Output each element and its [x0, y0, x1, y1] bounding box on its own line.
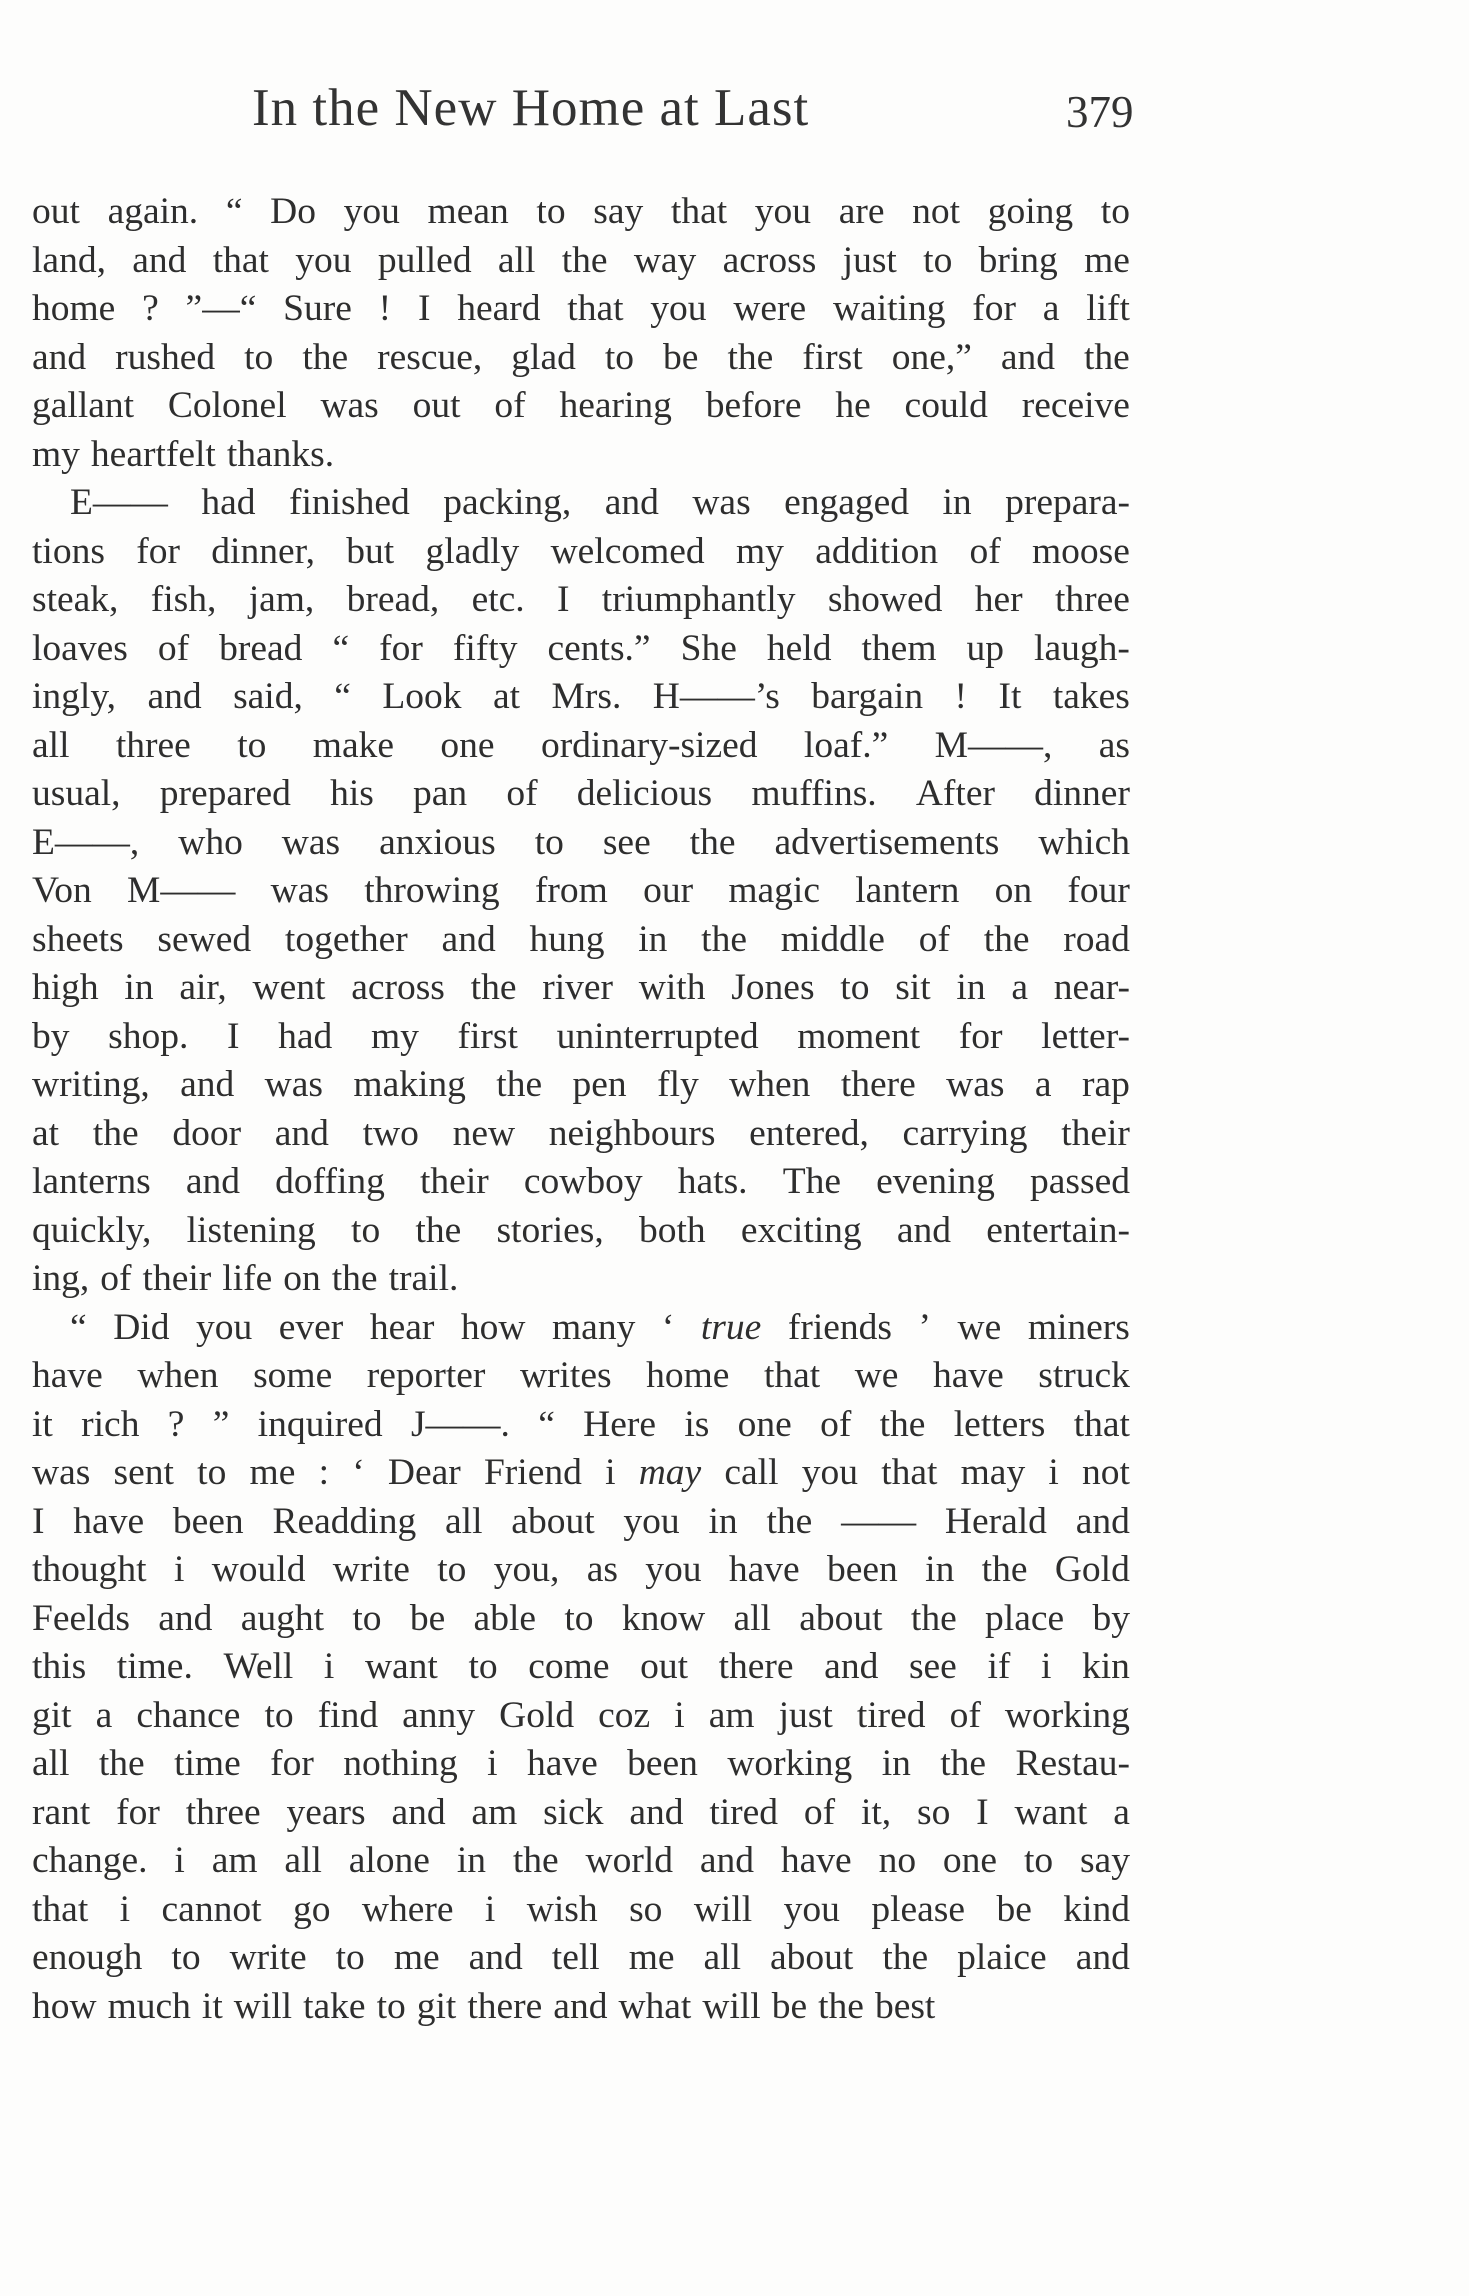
text-line: was sent to me : ‘ Dear Friend i may call you that may i not [32, 1449, 1130, 1498]
text-line: ing, of their life on the trail. [32, 1258, 459, 1299]
text-line: “ Did you ever hear how many ‘ true friends ’ we miners [32, 1304, 1130, 1353]
italic-word: true [700, 1306, 762, 1348]
text-line: by shop. I had my first uninterrupted moment for letter- [32, 1015, 1130, 1057]
text-line: thought i would write to you, as you have been in the Gold [32, 1549, 1130, 1590]
text-line: high in air, went across the river with Jones to sit in a near- [32, 967, 1130, 1008]
text-line: have when some reporter writes home that we have struck [32, 1355, 1130, 1396]
text-line: tions for dinner, but gladly welcomed my addition of moose [32, 530, 1130, 572]
text-line: git a chance to find anny Gold coz i am just tired of working [32, 1694, 1130, 1736]
text-line: Von M—— was throwing from our magic lantern on four [32, 870, 1130, 911]
text-line: ingly, and said, “ Look at Mrs. H——’s bargain ! It takes [32, 676, 1130, 717]
chapter-running-title: In the New Home at Last [252, 79, 810, 137]
paragraph [32, 479, 1130, 1304]
text-line: steak, fish, jam, bread, etc. I triumphantly showed her three [32, 579, 1130, 620]
text-line: I have been Readding all about you in the —— Herald and [32, 1500, 1130, 1542]
text-line: how much it will take to git there and what will be the best [32, 1985, 936, 2027]
body-text [32, 188, 1130, 2031]
text-line: this time. Well i want to come out there and see if i kin [32, 1646, 1130, 1687]
text-line: all the time for nothing i have been working in the Restau- [32, 1743, 1130, 1784]
text-line: change. i am all alone in the world and have no one to say [32, 1840, 1130, 1881]
text-line: my heartfelt thanks. [32, 433, 335, 475]
text-line: E—— had finished packing, and was engaged in prepara- [70, 482, 1130, 523]
text-line: at the door and two new neighbours entered, carrying their [32, 1112, 1130, 1154]
text-line: writing, and was making the pen fly when there was a rap [32, 1064, 1130, 1105]
text-line: out again. “ Do you mean to say that you are not going to [32, 191, 1130, 232]
running-head [32, 78, 1132, 148]
text-line: home ? ”—“ Sure ! I heard that you were waiting for a lift [32, 288, 1130, 329]
text-line: usual, prepared his pan of delicious muffins. After dinner [32, 773, 1130, 814]
text-line: loaves of bread “ for fifty cents.” She held them up laugh- [32, 627, 1130, 669]
text-line: that i cannot go where i wish so will you please be kind [32, 1888, 1130, 1930]
text-line: quickly, listening to the stories, both exciting and entertain- [32, 1209, 1130, 1251]
text-line: enough to write to me and tell me all about the plaice and [32, 1937, 1130, 1978]
text-line: lanterns and doffing their cowboy hats. The evening passed [32, 1161, 1130, 1202]
text-line: Feelds and aught to be able to know all about the place by [32, 1597, 1130, 1639]
text-line: gallant Colonel was out of hearing before he could receive [32, 385, 1130, 426]
text-line: sheets sewed together and hung in the middle of the road [32, 918, 1130, 960]
italic-word: may [638, 1452, 702, 1493]
paragraph [32, 1304, 1130, 2032]
text-line: and rushed to the rescue, glad to be the first one,” and the [32, 336, 1130, 378]
text-line: E——, who was anxious to see the advertisements which [32, 821, 1130, 863]
text-line: all three to make one ordinary-sized loaf.” M——, as [32, 724, 1130, 766]
paragraph [32, 188, 1130, 479]
text-line: land, and that you pulled all the way across just to bring me [32, 239, 1130, 281]
page-number: 379 [1066, 87, 1134, 137]
text-line: rant for three years and am sick and tired of it, so I want a [32, 1791, 1130, 1833]
text-line: it rich ? ” inquired J——. “ Here is one of the letters that [32, 1403, 1130, 1445]
